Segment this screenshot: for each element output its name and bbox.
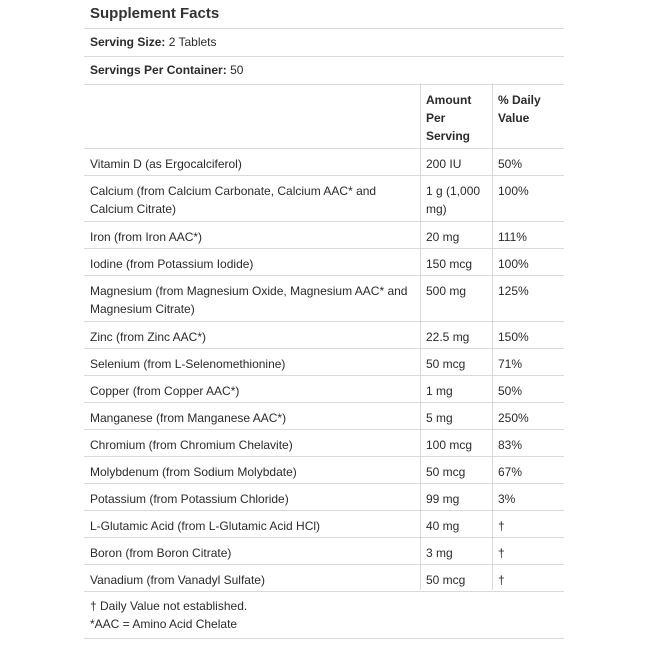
nutrient-daily-value: 71% <box>498 357 523 371</box>
nutrient-name: Manganese (from Manganese AAC*) <box>90 411 287 425</box>
footnote-dagger: † Daily Value not established. <box>90 599 248 613</box>
footnotes <box>84 592 564 639</box>
nutrient-name: Magnesium (from Magnesium Oxide, Magnesium AAC* and Magnesium Citrate) <box>90 284 408 316</box>
nutrient-amount: 50 mcg <box>426 465 466 479</box>
title-row <box>84 0 564 29</box>
serving-size-label: Serving Size: <box>90 35 166 49</box>
nutrient-name: Selenium (from L-Selenomethionine) <box>90 357 286 371</box>
daily-value-header: % Daily Value <box>498 93 541 125</box>
amount-per-serving-header: Amount Per Serving <box>426 93 472 143</box>
nutrient-name: Copper (from Copper AAC*) <box>90 384 240 398</box>
nutrient-amount: 22.5 mg <box>426 330 470 344</box>
nutrient-amount: 100 mcg <box>426 438 473 452</box>
nutrient-amount: 1 mg <box>426 384 453 398</box>
nutrient-amount: 500 mg <box>426 284 467 298</box>
nutrient-daily-value: 50% <box>498 157 523 171</box>
nutrient-amount: 50 mcg <box>426 357 466 371</box>
nutrient-amount: 3 mg <box>426 546 453 560</box>
nutrient-daily-value: † <box>498 573 505 587</box>
nutrient-name: Molybdenum (from Sodium Molybdate) <box>90 465 297 479</box>
nutrient-daily-value: 100% <box>498 257 529 271</box>
nutrient-daily-value: 150% <box>498 330 529 344</box>
nutrient-daily-value: † <box>498 519 505 533</box>
panel-title: Supplement Facts <box>90 5 220 22</box>
nutrient-name: Chromium (from Chromium Chelavite) <box>90 438 293 452</box>
nutrient-amount: 5 mg <box>426 411 453 425</box>
nutrient-name: L-Glutamic Acid (from L-Glutamic Acid HCl) <box>90 519 321 533</box>
nutrient-amount: 50 mcg <box>426 573 466 587</box>
nutrient-daily-value: 100% <box>498 184 529 198</box>
nutrient-name: Iodine (from Potassium Iodide) <box>90 257 254 271</box>
nutrient-name: Zinc (from Zinc AAC*) <box>90 330 207 344</box>
nutrient-amount: 200 IU <box>426 157 462 171</box>
column-divider-dv <box>492 83 493 590</box>
nutrient-name: Vanadium (from Vanadyl Sulfate) <box>90 573 265 587</box>
supplement-facts-panel <box>84 0 564 639</box>
column-divider-amount <box>420 83 421 590</box>
nutrient-amount: 40 mg <box>426 519 460 533</box>
nutrient-daily-value: 3% <box>498 492 516 506</box>
serving-size-value: 2 Tablets <box>168 35 217 49</box>
nutrient-name: Calcium (from Calcium Carbonate, Calcium AAC* and Calcium Citrate) <box>90 184 377 216</box>
nutrient-daily-value: † <box>498 546 505 560</box>
nutrient-daily-value: 67% <box>498 465 523 479</box>
nutrient-daily-value: 125% <box>498 284 529 298</box>
nutrient-name: Potassium (from Potassium Chloride) <box>90 492 289 506</box>
nutrient-daily-value: 250% <box>498 411 529 425</box>
nutrient-name: Boron (from Boron Citrate) <box>90 546 232 560</box>
footnote-aac: *AAC = Amino Acid Chelate <box>90 617 238 631</box>
serving-size-row <box>84 29 564 57</box>
nutrient-amount: 1 g (1,000 mg) <box>426 184 481 216</box>
nutrient-daily-value: 50% <box>498 384 523 398</box>
nutrient-daily-value: 111% <box>498 230 527 244</box>
nutrient-amount: 150 mcg <box>426 257 473 271</box>
nutrient-amount: 20 mg <box>426 230 460 244</box>
servings-per-container-label: Servings Per Container: <box>90 63 227 77</box>
nutrient-daily-value: 83% <box>498 438 523 452</box>
nutrient-amount: 99 mg <box>426 492 460 506</box>
servings-per-container-row <box>84 57 564 85</box>
nutrient-name: Vitamin D (as Ergocalciferol) <box>90 157 242 171</box>
nutrient-name: Iron (from Iron AAC*) <box>90 230 203 244</box>
servings-per-container-value: 50 <box>230 63 244 77</box>
